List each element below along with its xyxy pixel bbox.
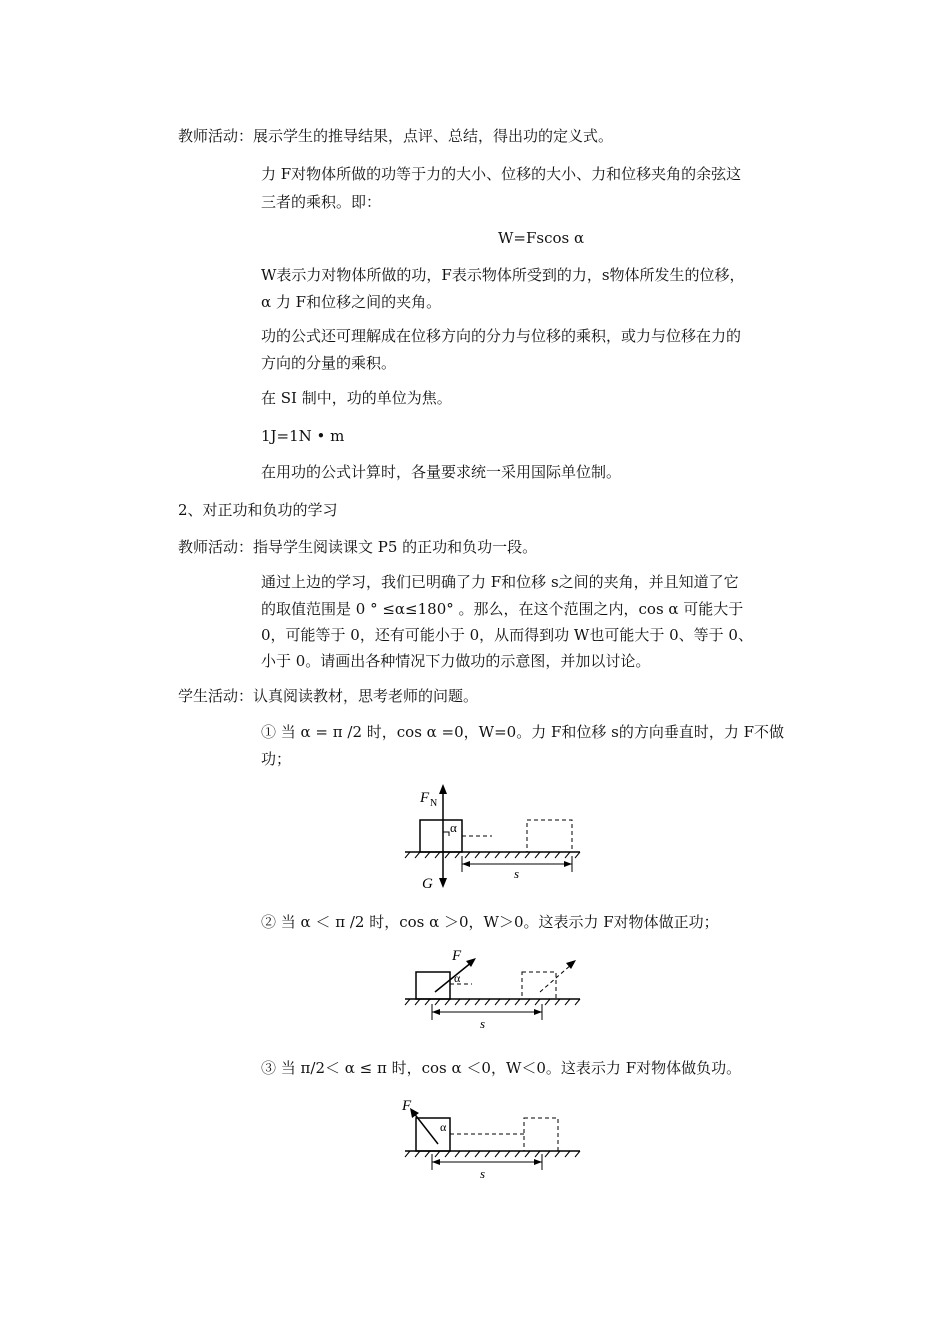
- paragraph-line: 力 F对物体所做的功等于力的大小、位移的大小、力和位移夹角的余弦这: [261, 165, 742, 183]
- paragraph-line: 学生活动：认真阅读教材，思考老师的问题。: [178, 687, 479, 705]
- angle-label: α: [454, 971, 461, 985]
- diagram-negative-work: [400, 1094, 590, 1184]
- paragraph-line: 三者的乘积。即：: [261, 193, 382, 211]
- force-label: F: [452, 948, 462, 964]
- paragraph-line: 在 SI 制中，功的单位为焦。: [261, 389, 452, 407]
- gravity-label: G: [422, 876, 433, 892]
- diagram-positive-work: [400, 942, 590, 1032]
- paragraph-line: 0，可能等于 0，还有可能小于 0，从而得到功 W也可能大于 0、等于 0、: [261, 626, 753, 644]
- paragraph-line: 通过上边的学习，我们已明确了力 F和位移 s之间的夹角，并且知道了它: [261, 573, 739, 591]
- unit-equation: 1J=1N • m: [261, 427, 345, 445]
- paragraph-line: 在用功的公式计算时，各量要求统一采用国际单位制。: [261, 463, 622, 481]
- paragraph-line: 小于 0。请画出各种情况下力做功的示意图，并加以讨论。: [261, 652, 651, 670]
- angle-label: α: [450, 820, 457, 835]
- displacement-label: s: [480, 1166, 486, 1181]
- force-normal-subscript: N: [430, 798, 438, 809]
- displacement-label: s: [514, 866, 520, 881]
- paragraph-line: 教师活动：展示学生的推导结果，点评、总结，得出功的定义式。: [178, 127, 614, 145]
- paragraph-line: 的取值范围是 0 ° ≤α≤180° 。那么，在这个范围之内，cos α 可能大于: [261, 600, 744, 618]
- angle-label: α: [440, 1120, 447, 1134]
- paragraph-line: 方向的分量的乘积。: [261, 354, 397, 372]
- displacement-label: s: [480, 1016, 486, 1031]
- diagram-perpendicular-force: [400, 780, 590, 895]
- force-normal-label: F: [420, 790, 430, 806]
- paragraph-line: α 力 F和位移之间的夹角。: [261, 293, 442, 311]
- section-heading: 2、对正功和负功的学习: [178, 501, 338, 519]
- paragraph-line: 教师活动：指导学生阅读课文 P5 的正功和负功一段。: [178, 538, 538, 556]
- paragraph-line: ② 当 α ＜ π /2 时，cos α ＞0，W＞0。这表示力 F对物体做正功；: [261, 913, 719, 931]
- force-label: F: [402, 1098, 412, 1114]
- paragraph-line: ③ 当 π/2＜ α ≤ π 时，cos α ＜0，W＜0。这表示力 F对物体做负功。: [261, 1059, 742, 1077]
- paragraph-line: W表示力对物体所做的功，F表示物体所受到的力，s物体所发生的位移，: [261, 266, 745, 284]
- paragraph-line: ① 当 α = π /2 时，cos α =0，W=0。力 F和位移 s的方向垂直时，力 F不做: [261, 723, 785, 741]
- paragraph-line: 功的公式还可理解成在位移方向的分力与位移的乘积，或力与位移在力的: [261, 327, 742, 345]
- formula: W=Fscos α: [498, 229, 585, 247]
- paragraph-line: 功；: [261, 750, 292, 768]
